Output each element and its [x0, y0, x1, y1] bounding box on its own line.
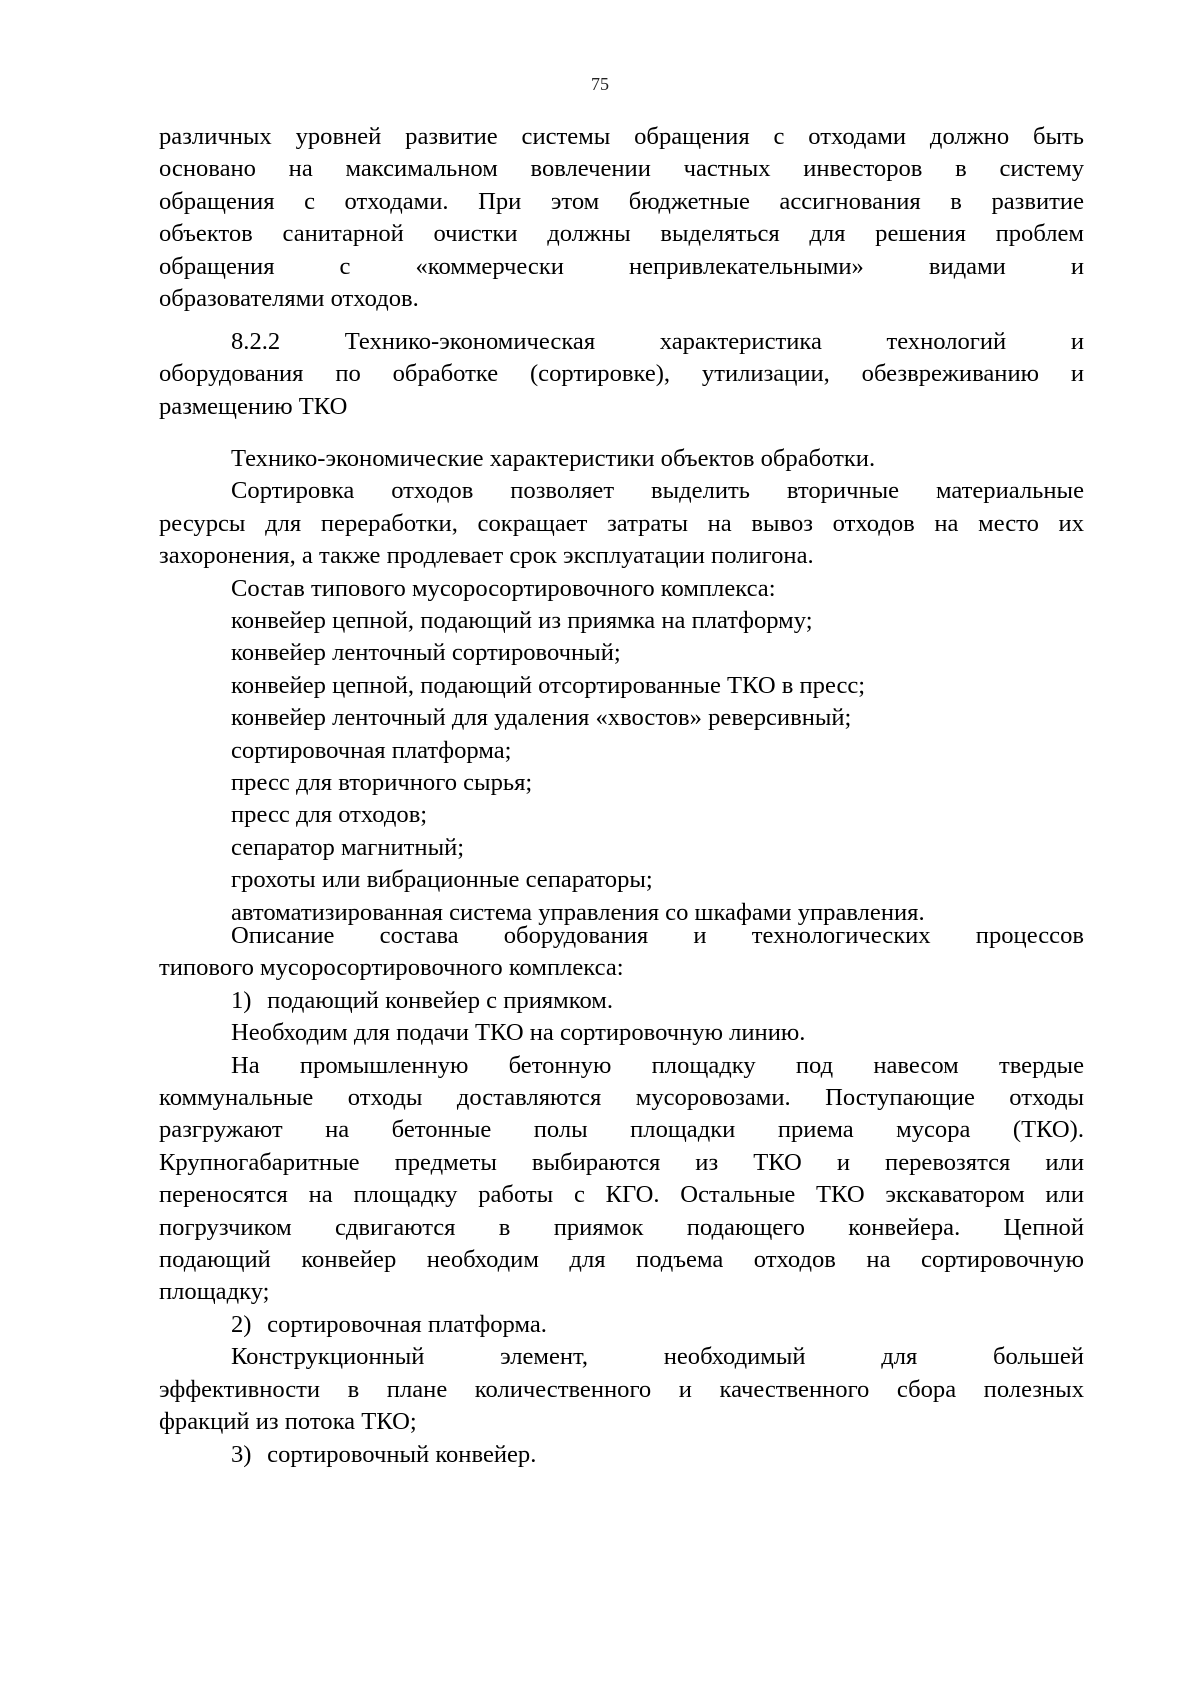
numbered-item [159, 985, 1084, 1017]
item-number: 3) [231, 1440, 252, 1468]
text-line [159, 251, 1084, 283]
list-item: конвейер цепной, подающий отсортированные ТКО в пресс; [231, 671, 866, 699]
list-item: конвейер ленточный для удаления «хвостов» реверсивный; [231, 704, 852, 732]
equipment-description [159, 920, 1084, 1471]
text-line: коммунальные отходы доставляются мусоровозами. Поступающие отходы [159, 1084, 1084, 1112]
text-line: различных уровней развитие системы обращения с отходами должно быть [159, 123, 1084, 150]
text-line: разгружают на бетонные полы площадки приема мусора (ТКО). [159, 1116, 1084, 1144]
list-item: сортировочная платформа; [231, 736, 512, 764]
word: для [881, 1343, 918, 1371]
item-number: 2) [231, 1310, 252, 1338]
section-heading [159, 326, 1084, 423]
text-line: эффективности в плане количественного и качественного сбора полезных [159, 1375, 1084, 1403]
text-line: захоронения, а также продлевает срок эксплуатации полигона. [159, 542, 814, 570]
word: характеристика [659, 328, 822, 355]
numbered-item [159, 1309, 1084, 1341]
word: Конструкционный [231, 1343, 425, 1371]
characteristics-section [159, 443, 1084, 929]
text-line: площадку; [159, 1278, 270, 1306]
heading-line [159, 326, 1084, 358]
list-item: конвейер цепной, подающий из приямка на платформу; [231, 607, 813, 635]
item-text: подающий конвейер с приямком. [267, 986, 613, 1014]
word: обращения [159, 252, 275, 280]
word: и [1070, 328, 1084, 355]
list-item: пресс для вторичного сырья; [231, 769, 533, 797]
item-text: сортировочная платформа. [267, 1310, 547, 1338]
item-text: сортировочный конвейер. [267, 1440, 537, 1468]
list-item: грохоты или вибрационные сепараторы; [231, 866, 653, 894]
word: технологий [886, 328, 1007, 355]
item-number: 1) [231, 986, 252, 1014]
list-item: сепаратор магнитный; [231, 833, 465, 861]
subheading: Технико-экономические характеристики объектов обработки. [231, 445, 876, 472]
list-title: Состав типового мусоросортировочного комплекса: [231, 574, 776, 602]
paragraph-continuation [159, 121, 1084, 315]
text-line: объектов санитарной очистки должны выделяться для решения проблем [159, 220, 1084, 248]
text-line: Крупногабаритные предметы выбираются из ТКО и перевозятся или [159, 1148, 1084, 1176]
word: с [339, 252, 351, 280]
text-line: ресурсы для переработки, сокращает затраты на вывоз отходов на место их [159, 509, 1084, 537]
text-line: Сортировка отходов позволяет выделить вторичные материальные [231, 477, 1084, 505]
word: элемент, [500, 1343, 589, 1371]
heading-line: оборудования по обработке (сортировке), утилизации, обезвреживанию и [159, 360, 1084, 388]
text-line: погрузчиком сдвигаются в приямок подающего конвейера. Цепной [159, 1213, 1084, 1241]
list-item: автоматизированная система управления со шкафами управления. [231, 898, 925, 926]
text-line: обращения с отходами. При этом бюджетные ассигнования в развитие [159, 187, 1084, 215]
list-item: пресс для отходов; [231, 801, 428, 829]
page-number: 75 [591, 74, 609, 94]
word: «коммерчески [415, 252, 564, 280]
text-line: переносятся на площадку работы с КГО. Остальные ТКО экскаватором или [159, 1181, 1084, 1209]
text-line: Необходим для подачи ТКО на сортировочную линию. [231, 1019, 806, 1047]
word: необходимый [663, 1343, 806, 1371]
text-line: основано на максимальном вовлечении частных инвесторов в систему [159, 155, 1084, 183]
list-item: конвейер ленточный сортировочный; [231, 639, 621, 667]
text-line: Описание состава оборудования и технологических процессов [231, 922, 1084, 949]
text-line: типового мусоросортировочного комплекса: [159, 954, 624, 982]
section-number: 8.2.2 [231, 328, 281, 355]
numbered-item [159, 1439, 1084, 1471]
word: и [1070, 252, 1084, 280]
word: видами [928, 252, 1006, 280]
word: Технико-экономическая [344, 328, 596, 355]
text-line: На промышленную бетонную площадку под навесом твердые [231, 1051, 1084, 1079]
heading-line: размещению ТКО [159, 392, 348, 420]
text-line: фракций из потока ТКО; [159, 1408, 417, 1436]
word: большей [992, 1343, 1084, 1371]
text-line: образователями отходов. [159, 285, 419, 313]
text-line [159, 1341, 1084, 1373]
word: непривлекательными» [628, 252, 864, 280]
text-line: подающий конвейер необходим для подъема отходов на сортировочную [159, 1246, 1084, 1274]
